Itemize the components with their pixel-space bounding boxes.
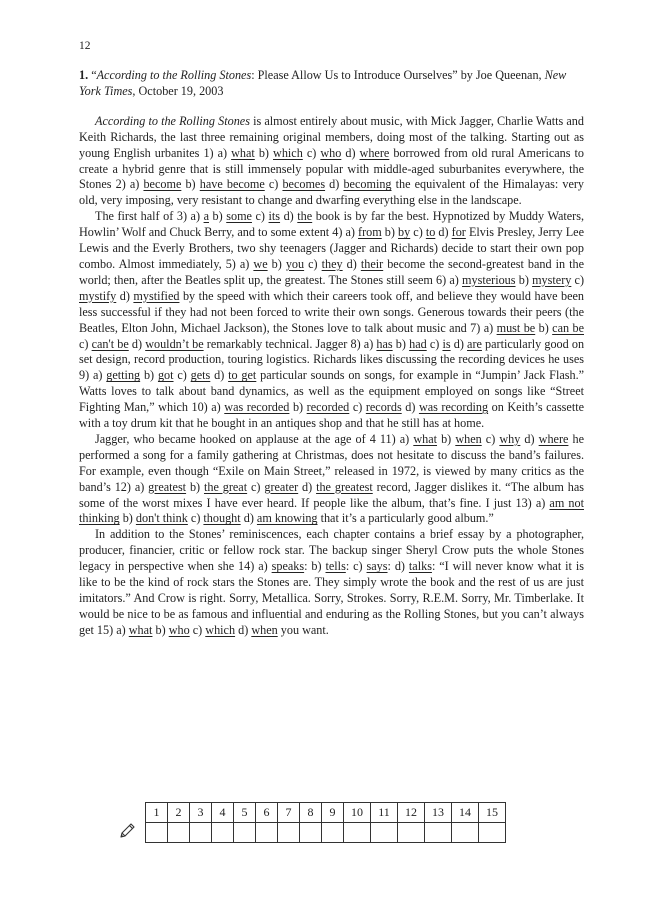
answer-cell[interactable]: [168, 823, 190, 843]
text: become the second-greatest band in the world; then, after the Beatles split up, the greatest. The Stones still seem 6) a): [79, 256, 585, 287]
option-3c: its: [268, 209, 281, 224]
option-3b: some: [226, 209, 252, 224]
option-9c: gets: [190, 368, 211, 383]
paragraph-4: [79, 527, 584, 638]
answer-cell[interactable]: [146, 823, 168, 843]
text: c): [187, 511, 204, 526]
option-8b: had: [409, 336, 427, 351]
text: b): [267, 256, 286, 271]
option-2b: have become: [199, 177, 265, 192]
text: In addition to the Stones’ reminiscences, each chapter contains a brief essay by a photographer, producer, financier, critic or fellow rock star. The backup singer Sheryl Crow puts the whole Stones legacy in perspective when she 14) a): [79, 527, 584, 574]
exercise-number: 1.: [79, 68, 89, 82]
text: : c): [345, 559, 367, 574]
option-10b: recorded: [306, 400, 350, 415]
text: d): [128, 336, 146, 351]
option-5b: you: [285, 256, 305, 271]
publication-date: , October 19, 2003: [132, 83, 224, 98]
paragraph-1: [79, 114, 584, 209]
answer-number-cell: 5: [234, 803, 256, 823]
option-4d: for: [451, 225, 466, 240]
option-7a: must be: [496, 320, 536, 335]
answer-cell[interactable]: [344, 823, 371, 843]
text: b): [254, 145, 274, 160]
option-11d: where: [538, 431, 569, 446]
text: c): [571, 272, 585, 287]
text: c): [173, 368, 191, 383]
text: b): [186, 479, 204, 494]
option-12a: greatest: [148, 479, 187, 494]
text: : d): [387, 559, 409, 574]
text: b): [392, 336, 410, 351]
article-content: [79, 68, 584, 639]
text: is almost entirely about music, with Mick Jagger, Charlie Watts and Keith Richards, the last three remaining original members, doing most of the talking. Starting out as young English urbanites 1) a): [79, 113, 584, 160]
text: particular sounds on songs, for example in “Jumpin’ Jack Flash.” Watts loves to talk about band dynamics, as well as the equipment employed on songs like “Street Fighting Man,” which 10) a): [79, 368, 585, 415]
text: b): [208, 209, 227, 224]
text: d): [116, 288, 134, 303]
text: b): [381, 225, 399, 240]
answer-cell[interactable]: [234, 823, 256, 843]
option-15b: who: [168, 622, 190, 637]
answer-cell[interactable]: [212, 823, 234, 843]
option-9a: getting: [106, 368, 141, 383]
answer-number-cell: 11: [371, 803, 398, 823]
text: Elvis Presley, Jerry Lee Lewis and the Everly Brothers, two shy teenagers (Jagger and Richards) decide to start their own pop combo. Almost immediately, 5) a): [79, 225, 584, 271]
option-5c: they: [321, 256, 343, 271]
option-14b: tells: [325, 559, 346, 574]
option-10a: was recorded: [224, 400, 290, 415]
text: d): [235, 622, 252, 637]
publication: New York Times: [79, 68, 567, 98]
answer-number-cell: 3: [190, 803, 212, 823]
text: he performed a song for a family gathering at Christmas, does not hesitate to discuss the band’s failures. For example, even though “Exile on Main Street,” released in 1972, is viewed by many critics as the band’s 12) a): [79, 431, 584, 494]
option-12d: the greatest: [316, 479, 373, 494]
answer-number-row: [146, 803, 506, 823]
quote-open: “: [91, 68, 97, 82]
answer-cell[interactable]: [398, 823, 425, 843]
text: b): [289, 400, 307, 415]
option-1b: which: [273, 145, 303, 160]
text: b): [119, 511, 136, 526]
text: Jagger, who became hooked on applause at the age of 4 11) a): [95, 431, 414, 446]
answer-cell[interactable]: [425, 823, 452, 843]
answer-number-cell: 9: [322, 803, 344, 823]
option-13d: am knowing: [256, 511, 318, 526]
option-1a: what: [231, 145, 255, 160]
page-number: 12: [79, 40, 91, 52]
option-3d: the: [297, 209, 313, 224]
option-4b: by: [398, 225, 411, 240]
option-8c: is: [442, 336, 451, 351]
option-5d: their: [360, 256, 384, 271]
option-7d: wouldn’t be: [145, 336, 204, 351]
answer-number-cell: 13: [425, 803, 452, 823]
text: borrowed from old rural Americans to create a hybrid genre that is still immensely popular with middle-aged suburbanites everywhere, the Stones 2) a): [79, 145, 585, 192]
text: c): [349, 400, 366, 415]
option-13b: don't think: [135, 511, 188, 526]
option-3a: a: [203, 209, 209, 224]
text: c): [264, 177, 283, 192]
article-title: According to the Rolling Stones: [96, 68, 252, 82]
answer-cell[interactable]: [300, 823, 322, 843]
option-11c: why: [499, 431, 521, 446]
option-2c: becomes: [282, 177, 326, 192]
option-14a: speaks: [271, 559, 305, 574]
text: c): [304, 256, 322, 271]
text: c): [410, 225, 426, 240]
option-9d: to get: [228, 368, 257, 383]
option-6d: mystified: [133, 288, 180, 303]
text: d): [450, 336, 468, 351]
option-6c: mystify: [79, 288, 117, 303]
text: book is by far the best. Hypnotized by Muddy Waters, Howlin’ Wolf and Chuck Berry, and to some extent 4) a): [79, 209, 585, 240]
answer-number-cell: 7: [278, 803, 300, 823]
option-1d: where: [359, 145, 390, 160]
answer-number-cell: 4: [212, 803, 234, 823]
answer-cell[interactable]: [322, 823, 344, 843]
option-15d: when: [251, 622, 278, 637]
option-6b: mystery: [532, 272, 572, 287]
text: d): [435, 225, 452, 240]
option-11a: what: [413, 431, 438, 446]
answer-number-cell: 10: [344, 803, 371, 823]
book-title: According to the Rolling Stones: [95, 113, 250, 128]
text: b): [515, 272, 533, 287]
text: record, Jagger dislikes it. “The album has some of the worst mixes I have ever heard. If people like the album, that’s fine. I just 13) a): [79, 479, 584, 510]
option-11b: when: [455, 431, 482, 446]
text: b): [140, 368, 158, 383]
option-13c: thought: [203, 511, 241, 526]
answer-cell[interactable]: [256, 823, 278, 843]
answer-table: [145, 802, 506, 843]
option-2a: become: [143, 177, 182, 192]
option-10c: records: [365, 400, 402, 415]
answer-number-cell: 2: [168, 803, 190, 823]
text: by the speed with which their careers took off, and believe they would have been less successful if they had not been forced to write their own songs. Generous towards their peers (the Beatles, Elton John, Michael Jackson), the Stones love to talk about music and 7) a): [79, 288, 584, 335]
text: particularly good on set design, record production, touring logistics. Richards likes discussing the recording devices he uses 9) a): [79, 336, 585, 383]
paragraph-2: [79, 209, 584, 432]
answer-number-cell: 8: [300, 803, 322, 823]
answer-cell[interactable]: [371, 823, 398, 843]
text: The first half of 3) a): [95, 209, 204, 224]
option-15c: which: [205, 622, 236, 637]
article-heading: [79, 68, 584, 100]
option-14d: talks: [408, 559, 432, 574]
text: c): [302, 145, 321, 160]
answer-cell[interactable]: [452, 823, 479, 843]
option-15a: what: [128, 622, 153, 637]
text: c): [251, 209, 269, 224]
answer-cell[interactable]: [278, 823, 300, 843]
option-13a: am not thinking: [79, 495, 584, 526]
answer-number-cell: 1: [146, 803, 168, 823]
text: : b): [304, 559, 326, 574]
pencil-icon: [118, 822, 136, 840]
paragraph-3: [79, 432, 584, 527]
text: the equivalent of the Himalayas: very old, very imposing, very resistant to change and dwarfing everything else in the landscape.: [79, 177, 585, 208]
text: c): [79, 336, 92, 351]
text: on Keith’s cassette with a toy drum kit that he bought in an antiques shop and that he still has at home.: [79, 400, 585, 431]
text: c): [247, 479, 265, 494]
option-14c: says: [366, 559, 388, 574]
text: remarkably technical. Jagger 8) a): [203, 336, 377, 351]
option-5a: we: [253, 256, 268, 271]
text: b): [152, 622, 169, 637]
option-8d: are: [467, 336, 482, 351]
answer-number-cell: 6: [256, 803, 278, 823]
text: you want.: [277, 622, 329, 637]
option-8a: has: [376, 336, 393, 351]
answer-number-cell: 14: [452, 803, 479, 823]
option-1c: who: [320, 145, 342, 160]
option-12b: the great: [203, 479, 248, 494]
option-7c: can't be: [91, 336, 129, 351]
text: d): [240, 511, 257, 526]
text: d): [298, 479, 317, 494]
text: : “I will never know what it is like to be the kind of rock stars the Stones are. They simply wrote the book and the rest of us are just imitators.” And Crow is right. Sorry, Metallica. Sorry, Strokes. Sorry, R.E.M. Sorry, Mr. Timberlake. It would be nice to be as famous and influential and enduring as the Rolling Stones, but you can’t always get 15) a): [79, 559, 584, 637]
text: c): [189, 622, 206, 637]
text: d): [325, 177, 344, 192]
answer-cell[interactable]: [190, 823, 212, 843]
option-4c: to: [425, 225, 436, 240]
text: c): [426, 336, 443, 351]
text: c): [481, 431, 500, 446]
answer-input-row: [146, 823, 506, 843]
option-7b: can be: [552, 320, 584, 335]
text: that it’s a particularly good album.”: [317, 511, 494, 526]
text: d): [342, 256, 361, 271]
text: d): [520, 431, 539, 446]
option-10d: was recording: [418, 400, 489, 415]
text: b): [535, 320, 553, 335]
text: d): [401, 400, 419, 415]
text: d): [280, 209, 298, 224]
option-4a: from: [358, 225, 382, 240]
option-9b: got: [157, 368, 174, 383]
option-12c: greater: [264, 479, 299, 494]
answer-number-cell: 15: [479, 803, 506, 823]
text: d): [341, 145, 360, 160]
answer-number-cell: 12: [398, 803, 425, 823]
option-6a: mysterious: [462, 272, 516, 287]
text: b): [181, 177, 200, 192]
title-rest: : Please Allow Us to Introduce Ourselves” by Joe Queenan,: [251, 68, 545, 82]
text: d): [210, 368, 229, 383]
answer-cell[interactable]: [479, 823, 506, 843]
text: b): [437, 431, 456, 446]
option-2d: becoming: [343, 177, 392, 192]
